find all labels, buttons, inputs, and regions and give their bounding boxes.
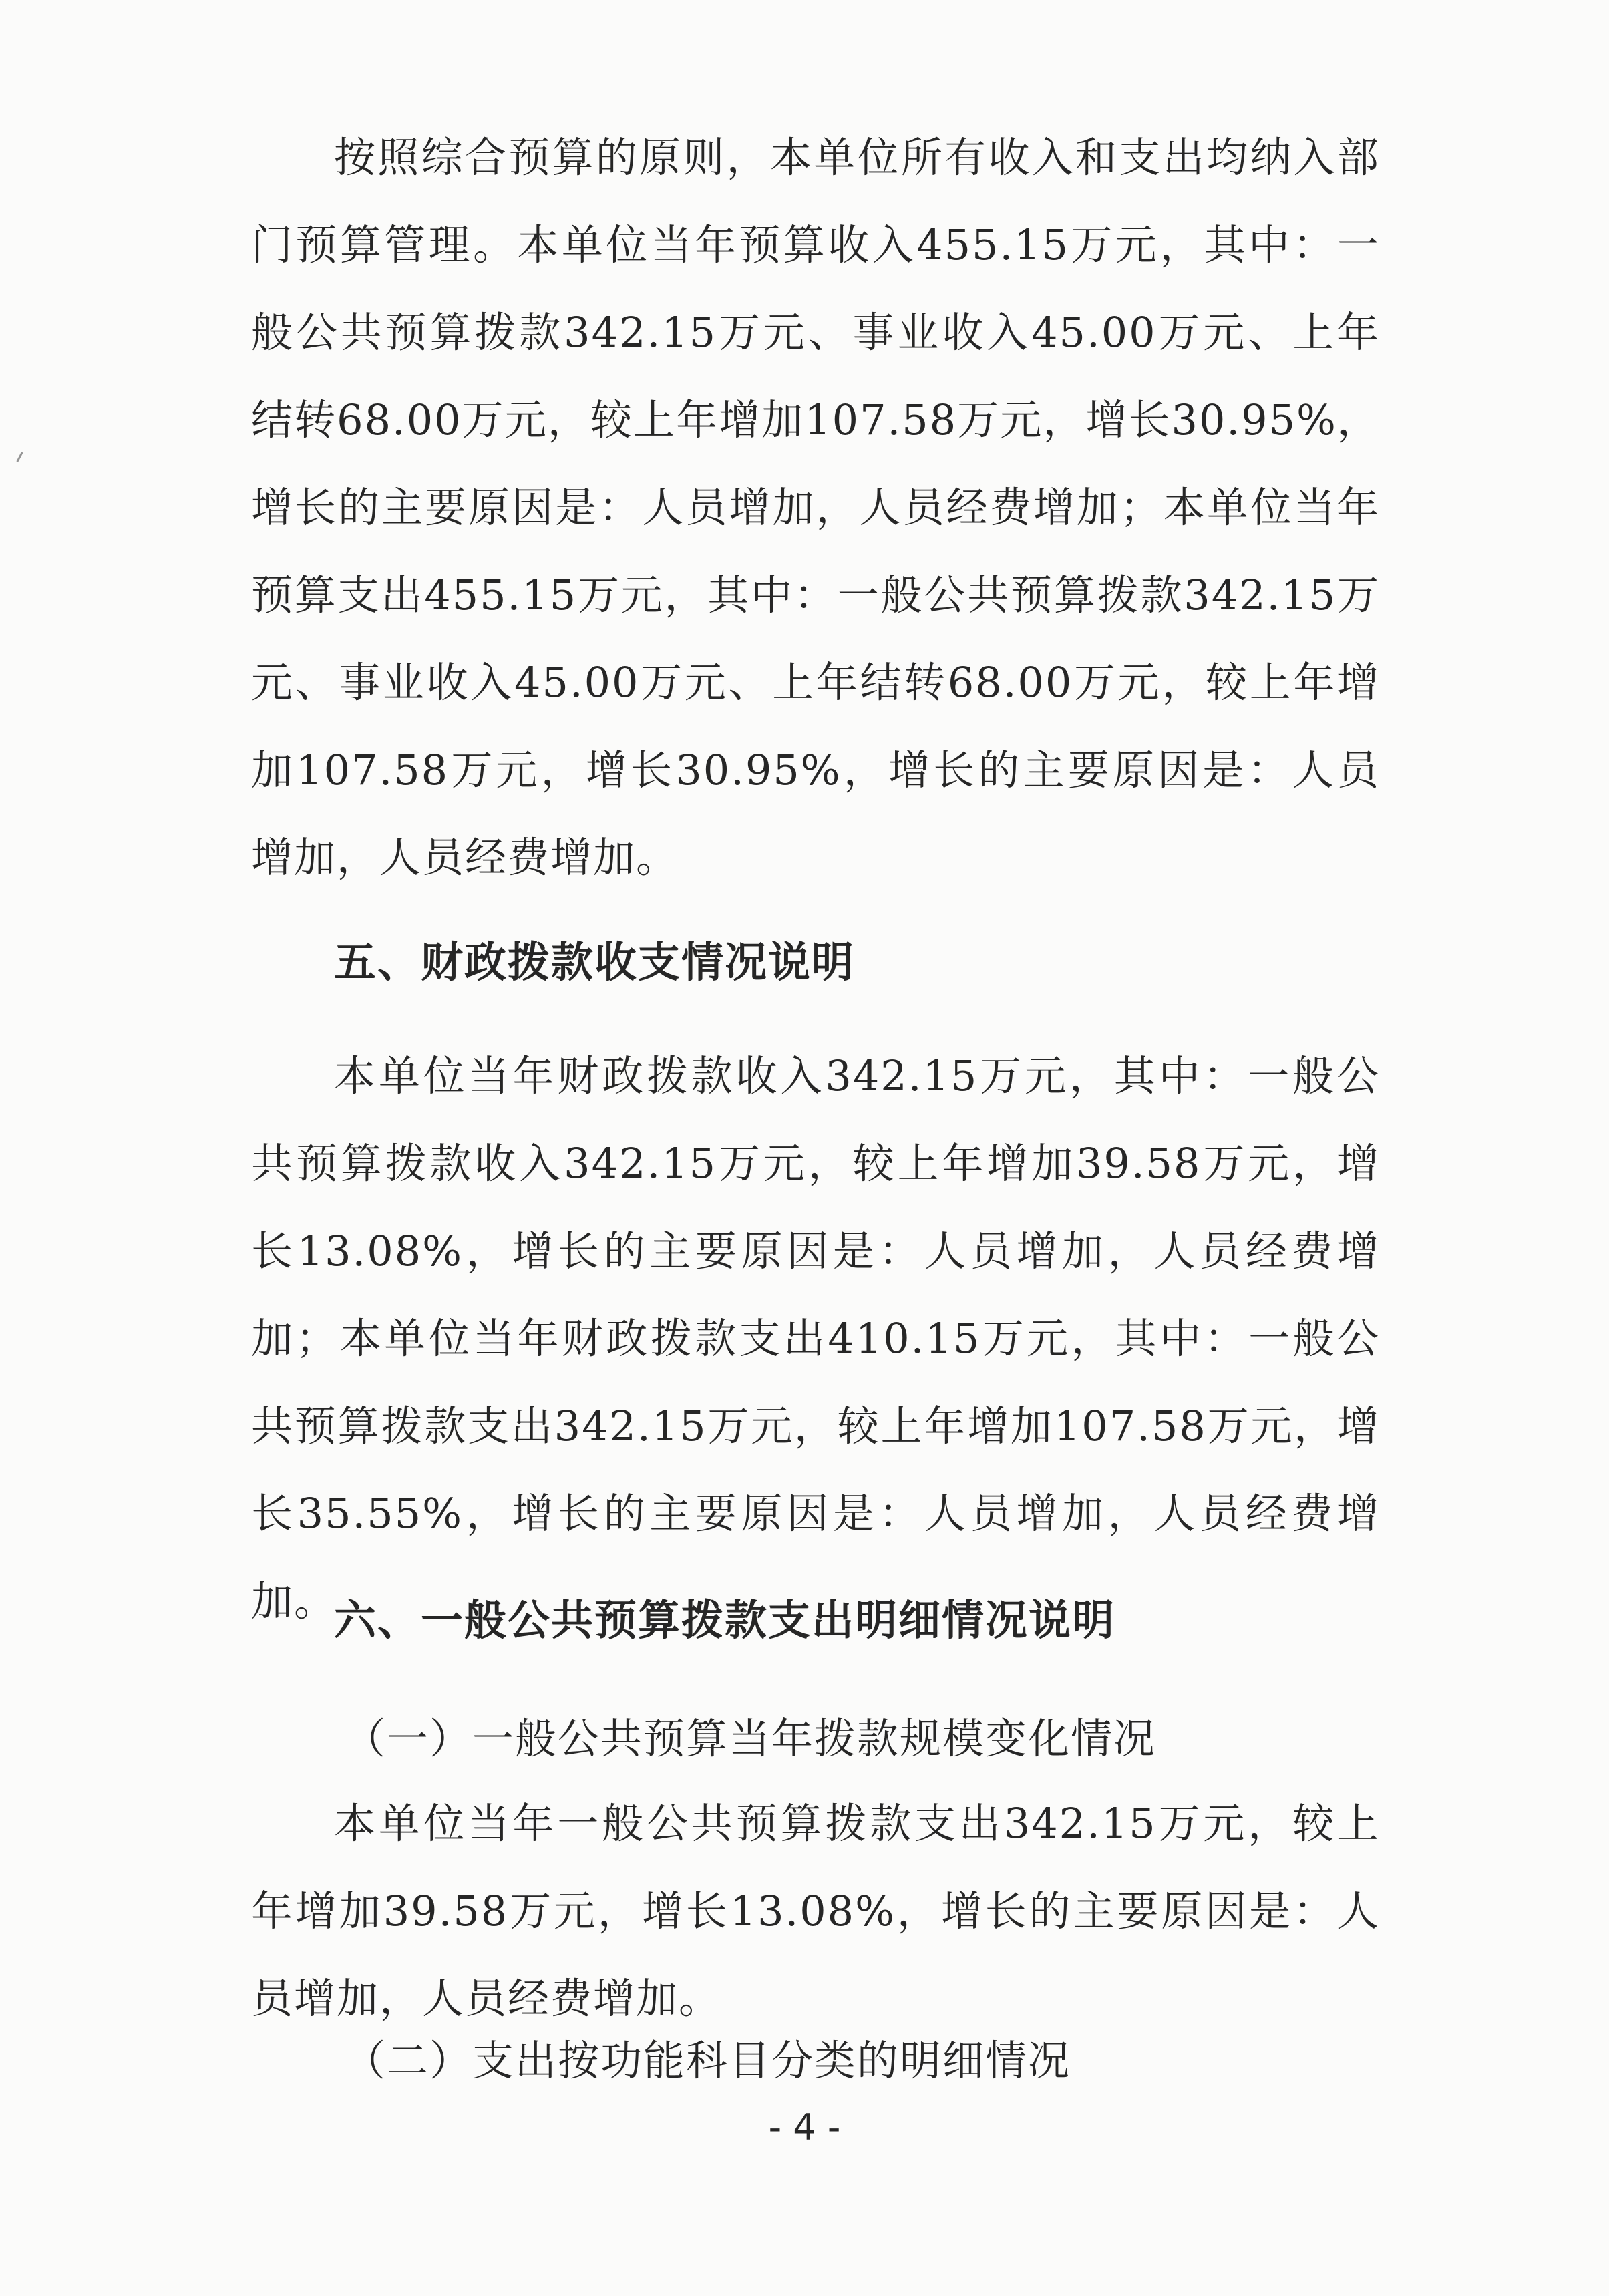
- heading-section-five: 五、财政拨款收支情况说明: [334, 937, 855, 987]
- subheading-scale-change: （一）一般公共预算当年拨款规模变化情况: [344, 1714, 1157, 1763]
- heading-section-six: 六、一般公共预算拨款支出明细情况说明: [334, 1595, 1115, 1645]
- page-number: - 4 -: [768, 2106, 841, 2148]
- paragraph-budget-overview: 按照综合预算的原则，本单位所有收入和支出均纳入部门预算管理。本单位当年预算收入455.15万元，其中：一般公共预算拨款342.15万元、事业收入45.00万元、上年结转68.00万元，较上年增加107.58万元，增长30.95%，增长的主要原因是：人员增加，人员经费增加；本单位当年预算支出455.15万元，其中：一般公共预算拨款342.15万元、事业收入45.00万元、上年结转68.00万元，较上年增加107.58万元，增长30.95%，增长的主要原因是：人员增加，人员经费增加。: [251, 133, 1380, 882]
- paragraph-fiscal-appropriation: 本单位当年财政拨款收入342.15万元，其中：一般公共预算拨款收入342.15万元，较上年增加39.58万元，增长13.08%，增长的主要原因是：人员增加，人员经费增加；本单位当年财政拨款支出410.15万元，其中：一般公共预算拨款支出342.15万元，较上年增加107.58万元，增长35.55%，增长的主要原因是：人员增加，人员经费增加。: [251, 1051, 1380, 1625]
- subheading-functional-classification: （二）支出按功能科目分类的明细情况: [344, 2036, 1071, 2085]
- paragraph-general-budget-expenditure: 本单位当年一般公共预算拨款支出342.15万元，较上年增加39.58万元，增长13.08%，增长的主要原因是：人员增加，人员经费增加。: [251, 1799, 1380, 2023]
- scan-speck: [16, 452, 23, 462]
